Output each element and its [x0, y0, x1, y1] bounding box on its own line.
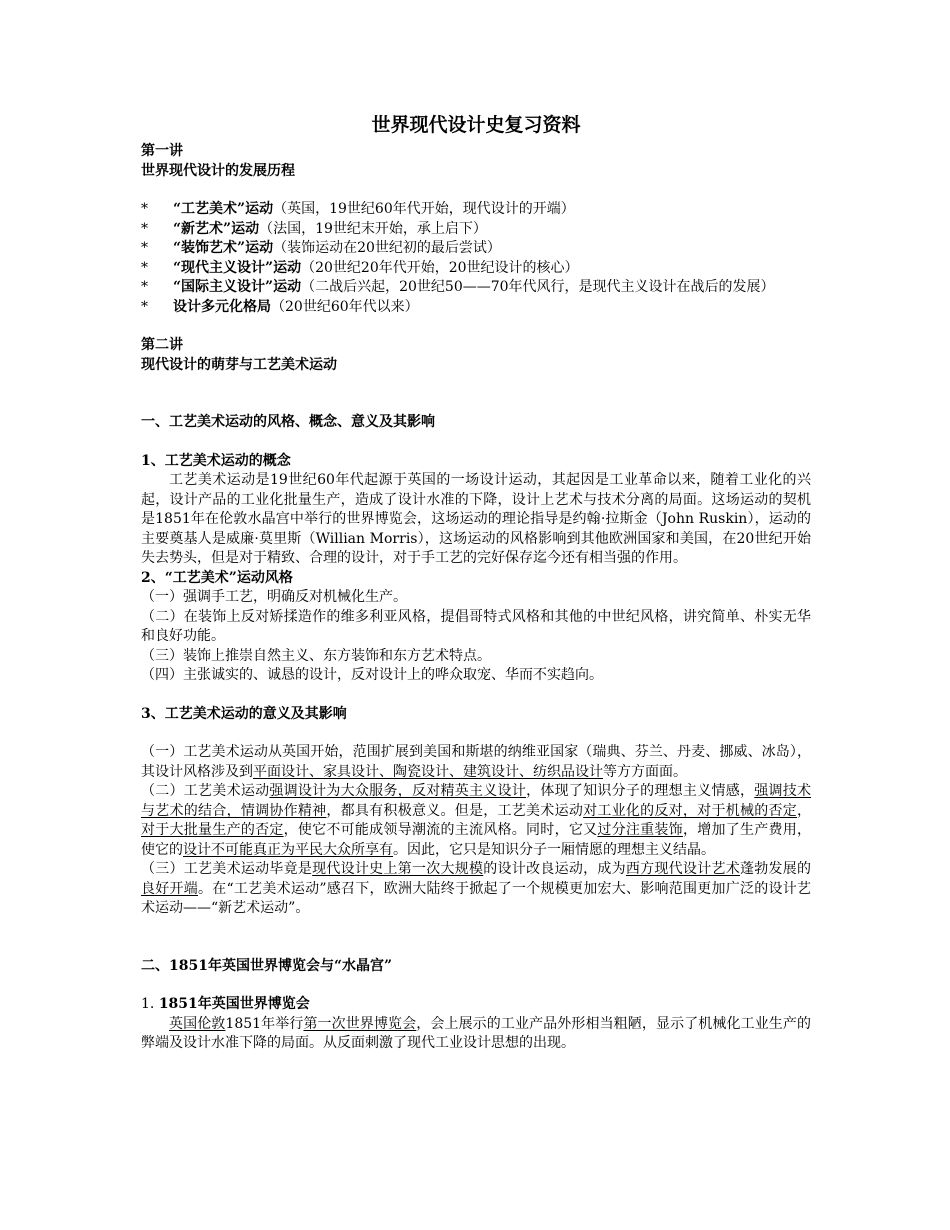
bullet-marker: * — [141, 201, 148, 217]
text-run: （一）工艺美术运动从英国开始，范围扩展到美国和斯堪的纳维亚国家（瑞典、芬兰、丹麦、挪威、冰岛），其设计风格涉及到 — [141, 744, 811, 780]
text-run: ，会上展示的工业产品外形相当粗陋，显示了机械化工业生产的弊端及设计水准下降的局面。从反面刺激了现代工业设计思想的出现。 — [141, 1015, 812, 1051]
list-item — [141, 239, 811, 259]
bullet-desc: （20世纪60年代以来） — [271, 298, 419, 315]
subsection-1-2-heading: 2、“工艺美术”运动风格 — [141, 569, 293, 586]
significance-paragraph-2 — [141, 782, 811, 860]
underlined-text: 强调技术与艺术的结合，情调协作精神 — [141, 783, 812, 819]
concept-paragraph: 工艺美术运动是19世纪60年代起源于英国的一场设计运动，其起因是工业革命以来，随着工业化的兴起，设计产品的工业化批量生产，造成了设计水准的下降，设计上艺术与技术分离的局面。这场运动的契机是1851年在伦敦水晶宫中举行的世界博览会，这场运动的理论指导是约翰·拉斯金（John Ruskin），运动的主要奠基人是威廉·莫里斯（Willian Morris），这场运动的风格影响到其他欧洲国家和美国，在20世纪开始失去势头，但是对于精致、合理的设计，对于手工艺的完好保存迄今还有相当强的作用。 — [141, 472, 811, 566]
bullet-term: “国际主义设计”运动 — [173, 279, 302, 295]
significance-paragraph-3 — [141, 860, 811, 919]
text-run: 。在“工艺美术运动”感召下，欧洲大陆终于掀起了一个规模更加宏大、影响范围更加广泛的设计艺术运动——“新艺术运动”。 — [141, 880, 812, 916]
text-run: ，体现了知识分子的理想主义情感， — [526, 783, 755, 799]
expo-paragraph — [141, 1015, 811, 1054]
bullet-marker: * — [141, 259, 148, 276]
lecture-1-heading: 世界现代设计的发展历程 — [141, 162, 295, 179]
bullet-term: 设计多元化格局 — [173, 298, 271, 315]
text-run: ，使它不可能成领导潮流的主流风格。同时，它又 — [283, 822, 598, 838]
underlined-text: 现代设计史上第一次大规模 — [312, 861, 484, 877]
style-item: （一）强调手工艺，明确反对机械化生产。 — [141, 589, 407, 605]
section-2-heading: 二、1851年英国世界博览会与“水晶宫” — [141, 957, 393, 974]
subsection-1-3-heading: 3、工艺美术运动的意义及其影响 — [141, 705, 347, 722]
subsection-title: 1851年英国世界博览会 — [158, 996, 310, 1012]
lecture-1-label: 第一讲 — [141, 143, 183, 159]
text-run: （三）工艺美术运动毕竟是 — [141, 861, 313, 877]
significance-paragraph-1 — [141, 743, 811, 782]
underlined-text: 英国伦敦 — [169, 1015, 226, 1032]
underlined-text: 对于大批量生产的否定 — [141, 822, 284, 838]
bullet-desc: （法国，19世纪末开始，承上启下） — [259, 220, 487, 237]
text-run: 等方方面面。 — [603, 763, 687, 780]
lecture-2-heading: 现代设计的萌芽与工艺美术运动 — [141, 356, 337, 373]
bullet-desc: （20世纪20年代开始，20世纪设计的核心） — [301, 259, 579, 276]
text-run: 蓬勃发展的 — [739, 861, 812, 877]
style-item: （四）主张诚实的、诚恳的设计，反对设计上的哗众取宠、华而不实趋向。 — [141, 667, 603, 683]
underlined-text: 西方现代设计艺术 — [625, 861, 740, 877]
list-item — [141, 278, 811, 298]
bullet-term: “工艺美术”运动 — [173, 201, 274, 217]
document-title: 世界现代设计史复习资料 — [371, 114, 581, 136]
section-1-heading: 一、工艺美术运动的风格、概念、意义及其影响 — [141, 414, 435, 430]
bullet-term: “装饰艺术”运动 — [173, 240, 274, 256]
underlined-text: 平面设计、家具设计、陶瓷设计、建筑设计、纺织品设计 — [253, 763, 603, 780]
subsection-2-1-heading — [141, 995, 811, 1015]
subsection-1-1-heading: 1、工艺美术运动的概念 — [141, 452, 291, 469]
list-item — [141, 220, 811, 240]
text-run: ，都具有积极意义。但是，工艺美术运动 — [326, 802, 584, 819]
bullet-term: “新艺术”运动 — [173, 220, 260, 237]
document-page — [141, 112, 811, 1054]
bullet-marker: * — [141, 298, 148, 315]
text-run: 的设计改良运动，成为 — [483, 861, 626, 877]
text-run: ，增加了生产费用，使它的 — [141, 822, 812, 858]
underlined-text: 良好开端 — [141, 880, 198, 897]
list-item — [141, 259, 811, 279]
lecture-2-label: 第二讲 — [141, 337, 183, 353]
bullet-marker: * — [141, 220, 148, 237]
underlined-text: 强调设计为大众服务，反对精英主义设计 — [269, 783, 527, 799]
text-run: （二）工艺美术运动 — [141, 783, 270, 799]
underlined-text: 过分注重装饰 — [597, 822, 683, 838]
bullet-marker: * — [141, 279, 148, 295]
text-run: 。因此，它只是知识分子一厢情愿的理想主义结晶。 — [393, 841, 715, 858]
text-run: ， — [797, 802, 812, 819]
underlined-text: 第一次世界博览会 — [303, 1015, 417, 1032]
bullet-desc: （英国，19世纪60年代开始，现代设计的开端） — [273, 201, 575, 217]
underlined-text: 对工业化的反对，对于机械的否定 — [583, 802, 798, 819]
underlined-text: 设计不可能真正为平民大众所享有 — [183, 841, 393, 858]
text-run: 1851年举行 — [225, 1015, 304, 1032]
bullet-term: “现代主义设计”运动 — [173, 259, 302, 276]
section-number: 1. — [141, 996, 155, 1012]
development-list — [141, 200, 811, 317]
list-item — [141, 298, 811, 318]
bullet-desc: （装饰运动在20世纪初的最后尝试） — [273, 240, 501, 256]
style-item: （三）装饰上推崇自然主义、东方装饰和东方艺术特点。 — [141, 647, 491, 664]
style-item: （二）在装饰上反对矫揉造作的维多利亚风格，提倡哥特式风格和其他的中世纪风格，讲究简单、朴实无华和良好功能。 — [141, 608, 811, 644]
list-item — [141, 200, 811, 220]
bullet-marker: * — [141, 240, 148, 256]
bullet-desc: （二战后兴起，20世纪50——70年代风行，是现代主义设计在战后的发展） — [301, 279, 775, 295]
